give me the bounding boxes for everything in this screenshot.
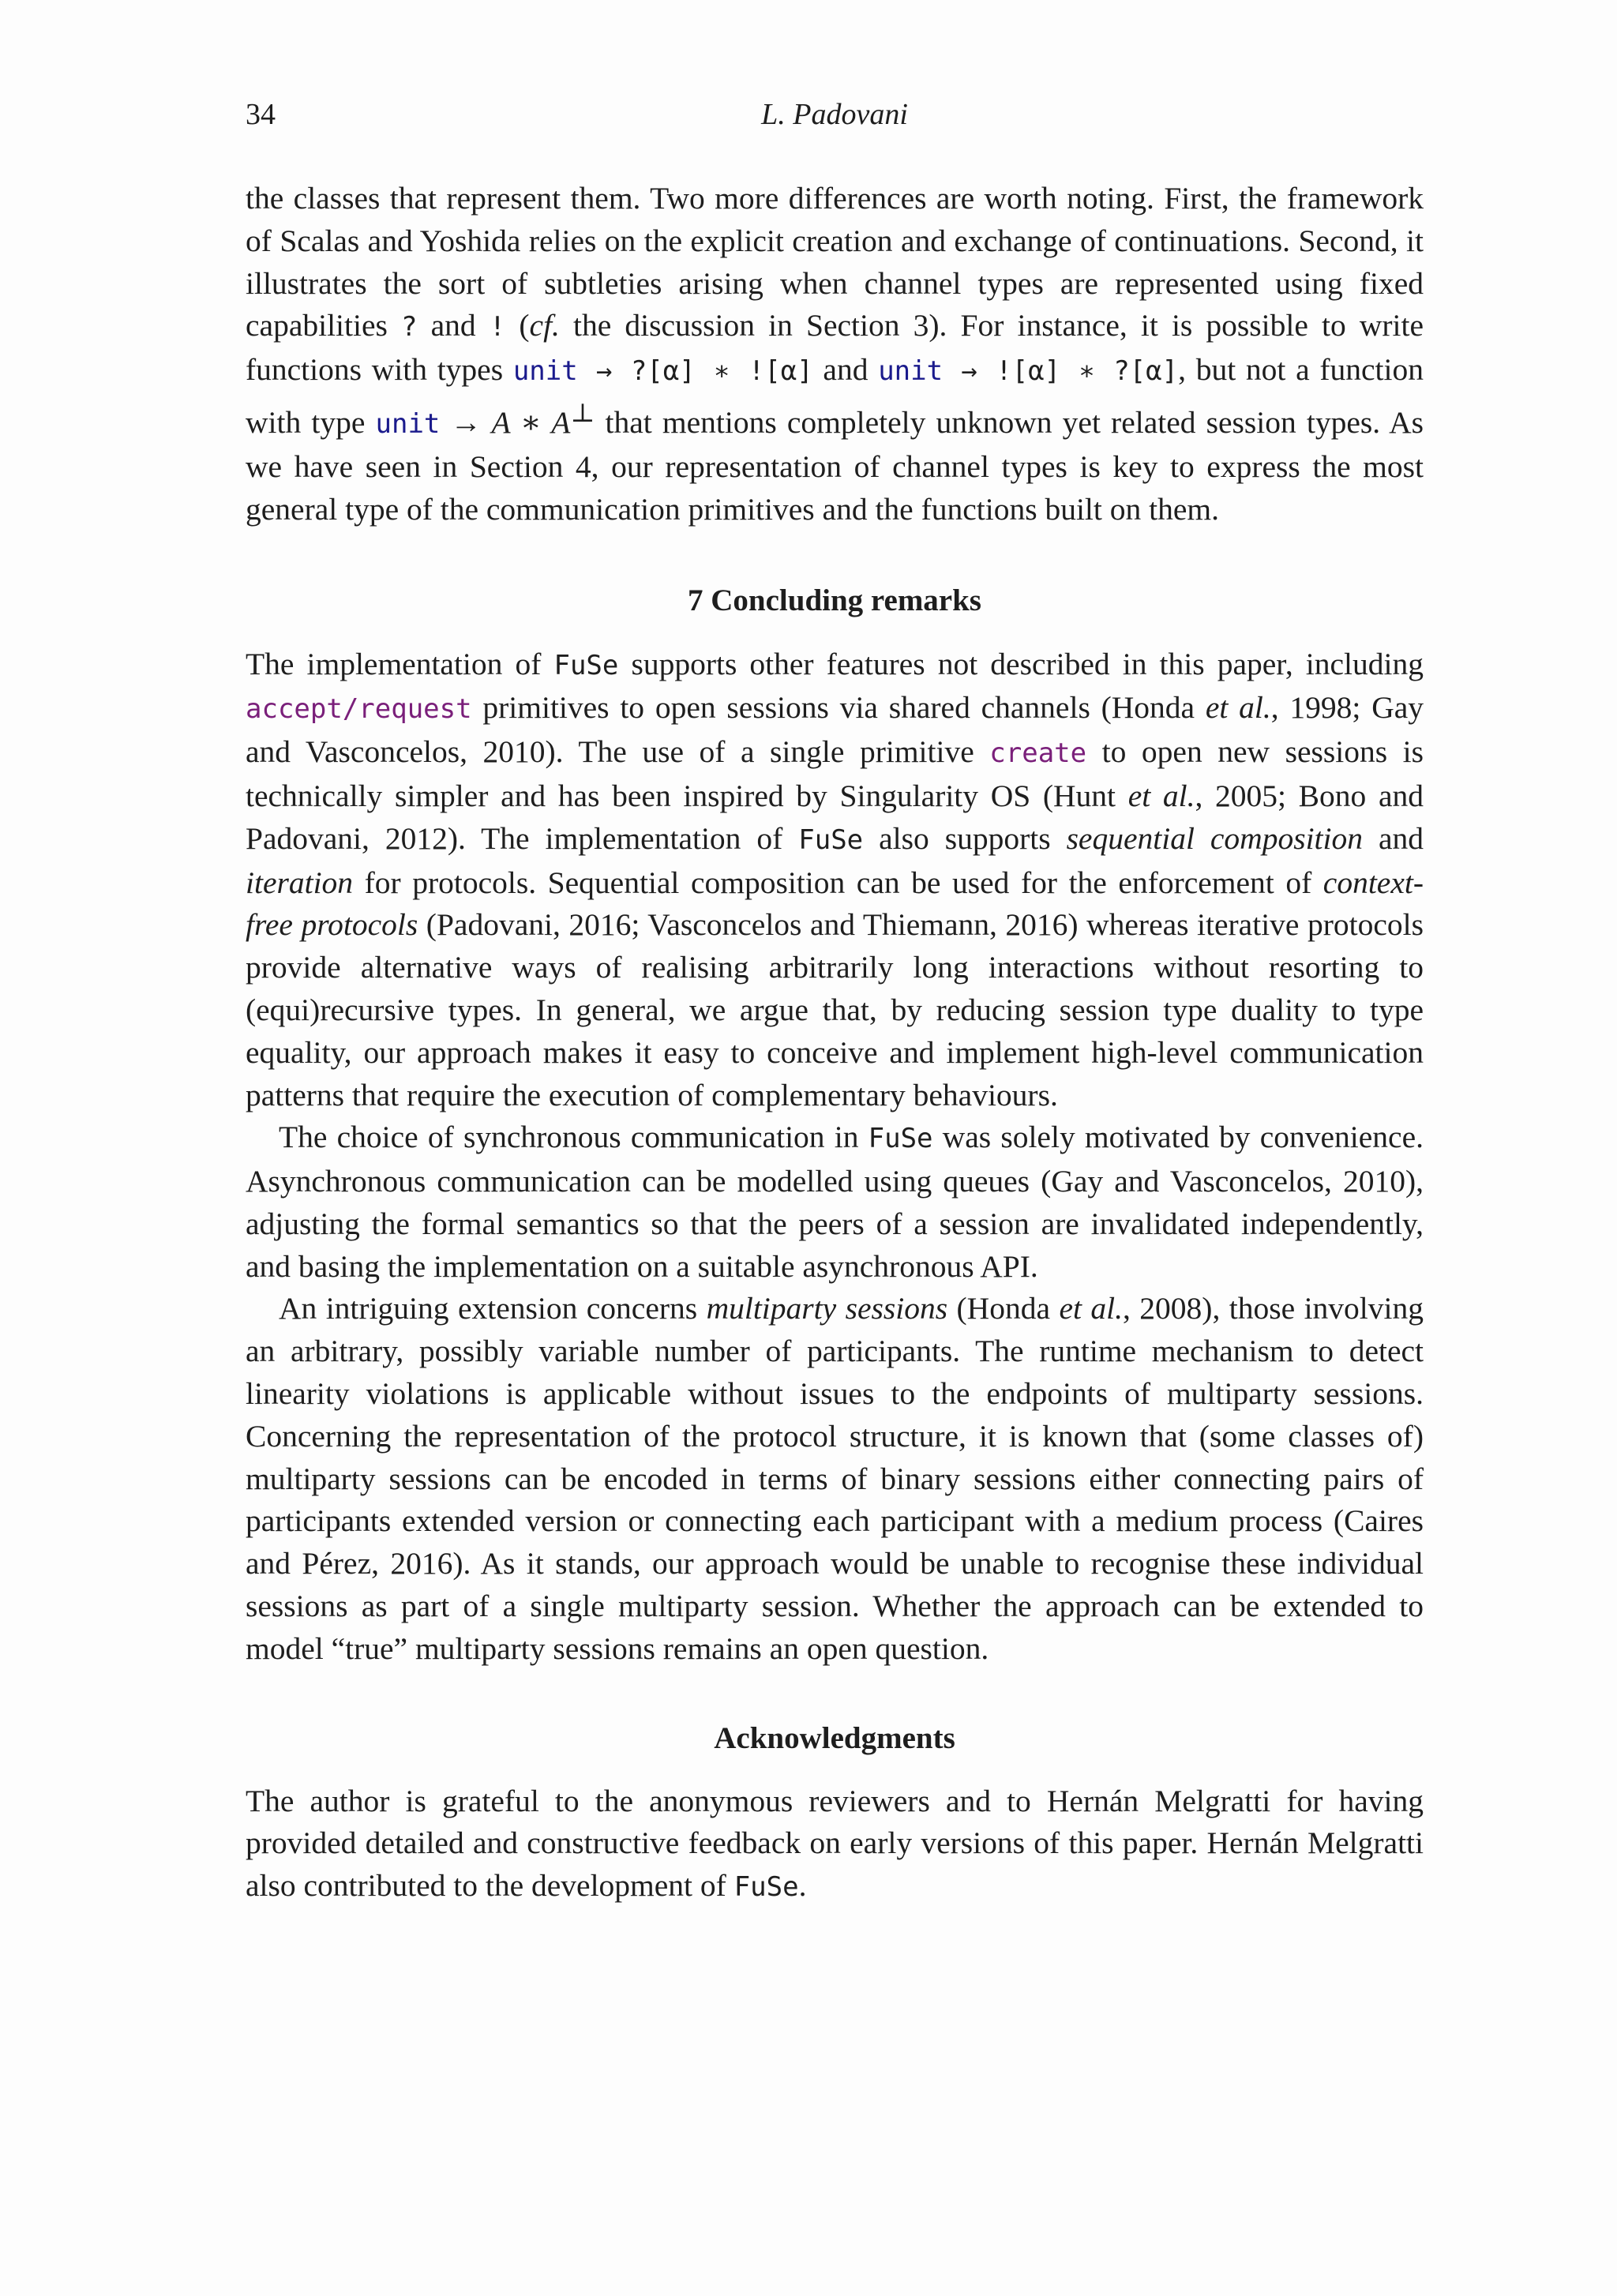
unit-keyword: unit [512,355,578,388]
section-heading-acknowledgments: Acknowledgments [714,1720,955,1755]
text-run: to open new sessions is technically simpler and has been inspired by Singularity OS (Hunt [246,734,1424,813]
type-expression: → ![α] ∗ ?[α] [943,355,1179,388]
text-run: and [1363,820,1424,856]
et-al: et al. [1205,690,1271,726]
running-title: L. Padovani [761,98,908,131]
emphasis: context-free protocols [246,865,1424,943]
text-run: and [812,352,879,388]
text-run: the discussion in Section 3). For instance, it is possible to write functions with types [246,308,1424,388]
text-run: ( [505,308,530,343]
type-expression: → ?[α] ∗ ![α] [577,355,813,388]
fuse-name: FuSe [733,1871,799,1904]
acknowledgments-paragraph [246,1780,1424,1909]
text-run: , 2005; Bono and Padovani, 2012). The implementation of [246,778,1424,856]
cf-abbrev: cf. [529,308,560,343]
text-run: An intriguing extension concerns [279,1291,707,1326]
create-keyword: create [989,737,1087,770]
concluding-paragraph-2 [246,1116,1424,1288]
text-run: for protocols. Sequential composition can be used for the enforcement of [353,865,1323,900]
text-run: that mentions completely unknown yet related session types. As we have seen in Section 4, our representation of channel types is key to express the most general type of the communication primitives and the functions built on them. [246,405,1424,527]
bang-capability: ! [489,311,506,343]
text-run: , 1998; Gay and Vasconcelos, 2010). The use of a single primitive [246,690,1424,770]
page-number: 34 [246,98,276,131]
text-run: , 2008), those involving an arbitrary, possibly variable number of participants. The runtime mechanism to detect linearity violations is applicable without issues to the endpoints of multiparty sessions. Concerning the representation of the protocol structure, it is known that (some classes of) multiparty sessions can be encoded in terms of binary sessions either connecting pairs of participants extended version or connecting each participant with a medium process (Caires and Pérez, 2016). As it stands, our approach would be unable to recognise these individual sessions as part of a single multiparty session. Whether the approach can be extended to model “true” multiparty sessions remains an open question. [246,1291,1424,1666]
concluding-paragraph-1 [246,643,1424,1117]
text-run: the classes that represent them. Two more differences are worth noting. First, the framework of Scalas and Yoshida relies on the explicit creation and exchange of continuations. Second, it illustrates the sort of subtleties arising when channel types are represented using fixed capabilities [246,181,1424,343]
text-run: The implementation of [246,646,554,681]
text-run: supports other features not described in this paper, including [618,646,1424,681]
running-head [246,91,1424,138]
text-run: The author is grateful to the anonymous reviewers and to Hernán Melgratti for having provided detailed and constructive feedback on early versions of this paper. Hernán Melgratti also contributed to the development of [246,1783,1424,1904]
type-expression: → A ∗ A [440,405,571,441]
text-run: also supports [863,820,1067,856]
et-al: et al. [1059,1291,1123,1326]
text-run: was solely motivated by convenience. Asynchronous communication can be modelled using queues (Gay and Vasconcelos, 2010), adjusting the formal semantics so that the peers of a session are invalidated independently, and basing the implementation on a suitable asynchronous API. [246,1120,1424,1284]
text-run: (Padovani, 2016; Vasconcelos and Thiemann, 2016) whereas iterative protocols provide alternative ways of realising arbitrarily long interactions without resorting to (equi)recursive types. In general, we argue that, by reducing session type duality to type equality, our approach makes it easy to conceive and implement high-level communication patterns that require the execution of complementary behaviours. [246,907,1424,1112]
query-capability: ? [401,311,418,343]
fuse-name: FuSe [868,1123,933,1155]
section-heading-concluding: 7 Concluding remarks [688,583,981,617]
accept-request-keyword: accept/request [246,693,472,726]
text-run: primitives to open sessions via shared channels (Honda [471,690,1206,726]
fuse-name: FuSe [553,649,619,681]
concluding-paragraph-3 [246,1288,1424,1670]
text-run: , but not a function with type [246,352,1424,441]
fuse-name: FuSe [798,823,864,856]
emphasis: multiparty sessions [706,1291,948,1326]
perp-superscript: ⊥ [570,399,595,428]
text-run: (Honda [947,1291,1060,1326]
et-al: et al. [1127,778,1195,813]
unit-keyword: unit [375,408,441,441]
page [246,91,1424,1909]
text-run: The choice of synchronous communication in [279,1120,869,1155]
emphasis: iteration [246,865,354,900]
emphasis: sequential composition [1066,820,1363,856]
intro-paragraph [246,178,1424,531]
text-run: . [798,1868,807,1904]
unit-keyword: unit [878,355,944,388]
text-run: and [417,308,490,343]
